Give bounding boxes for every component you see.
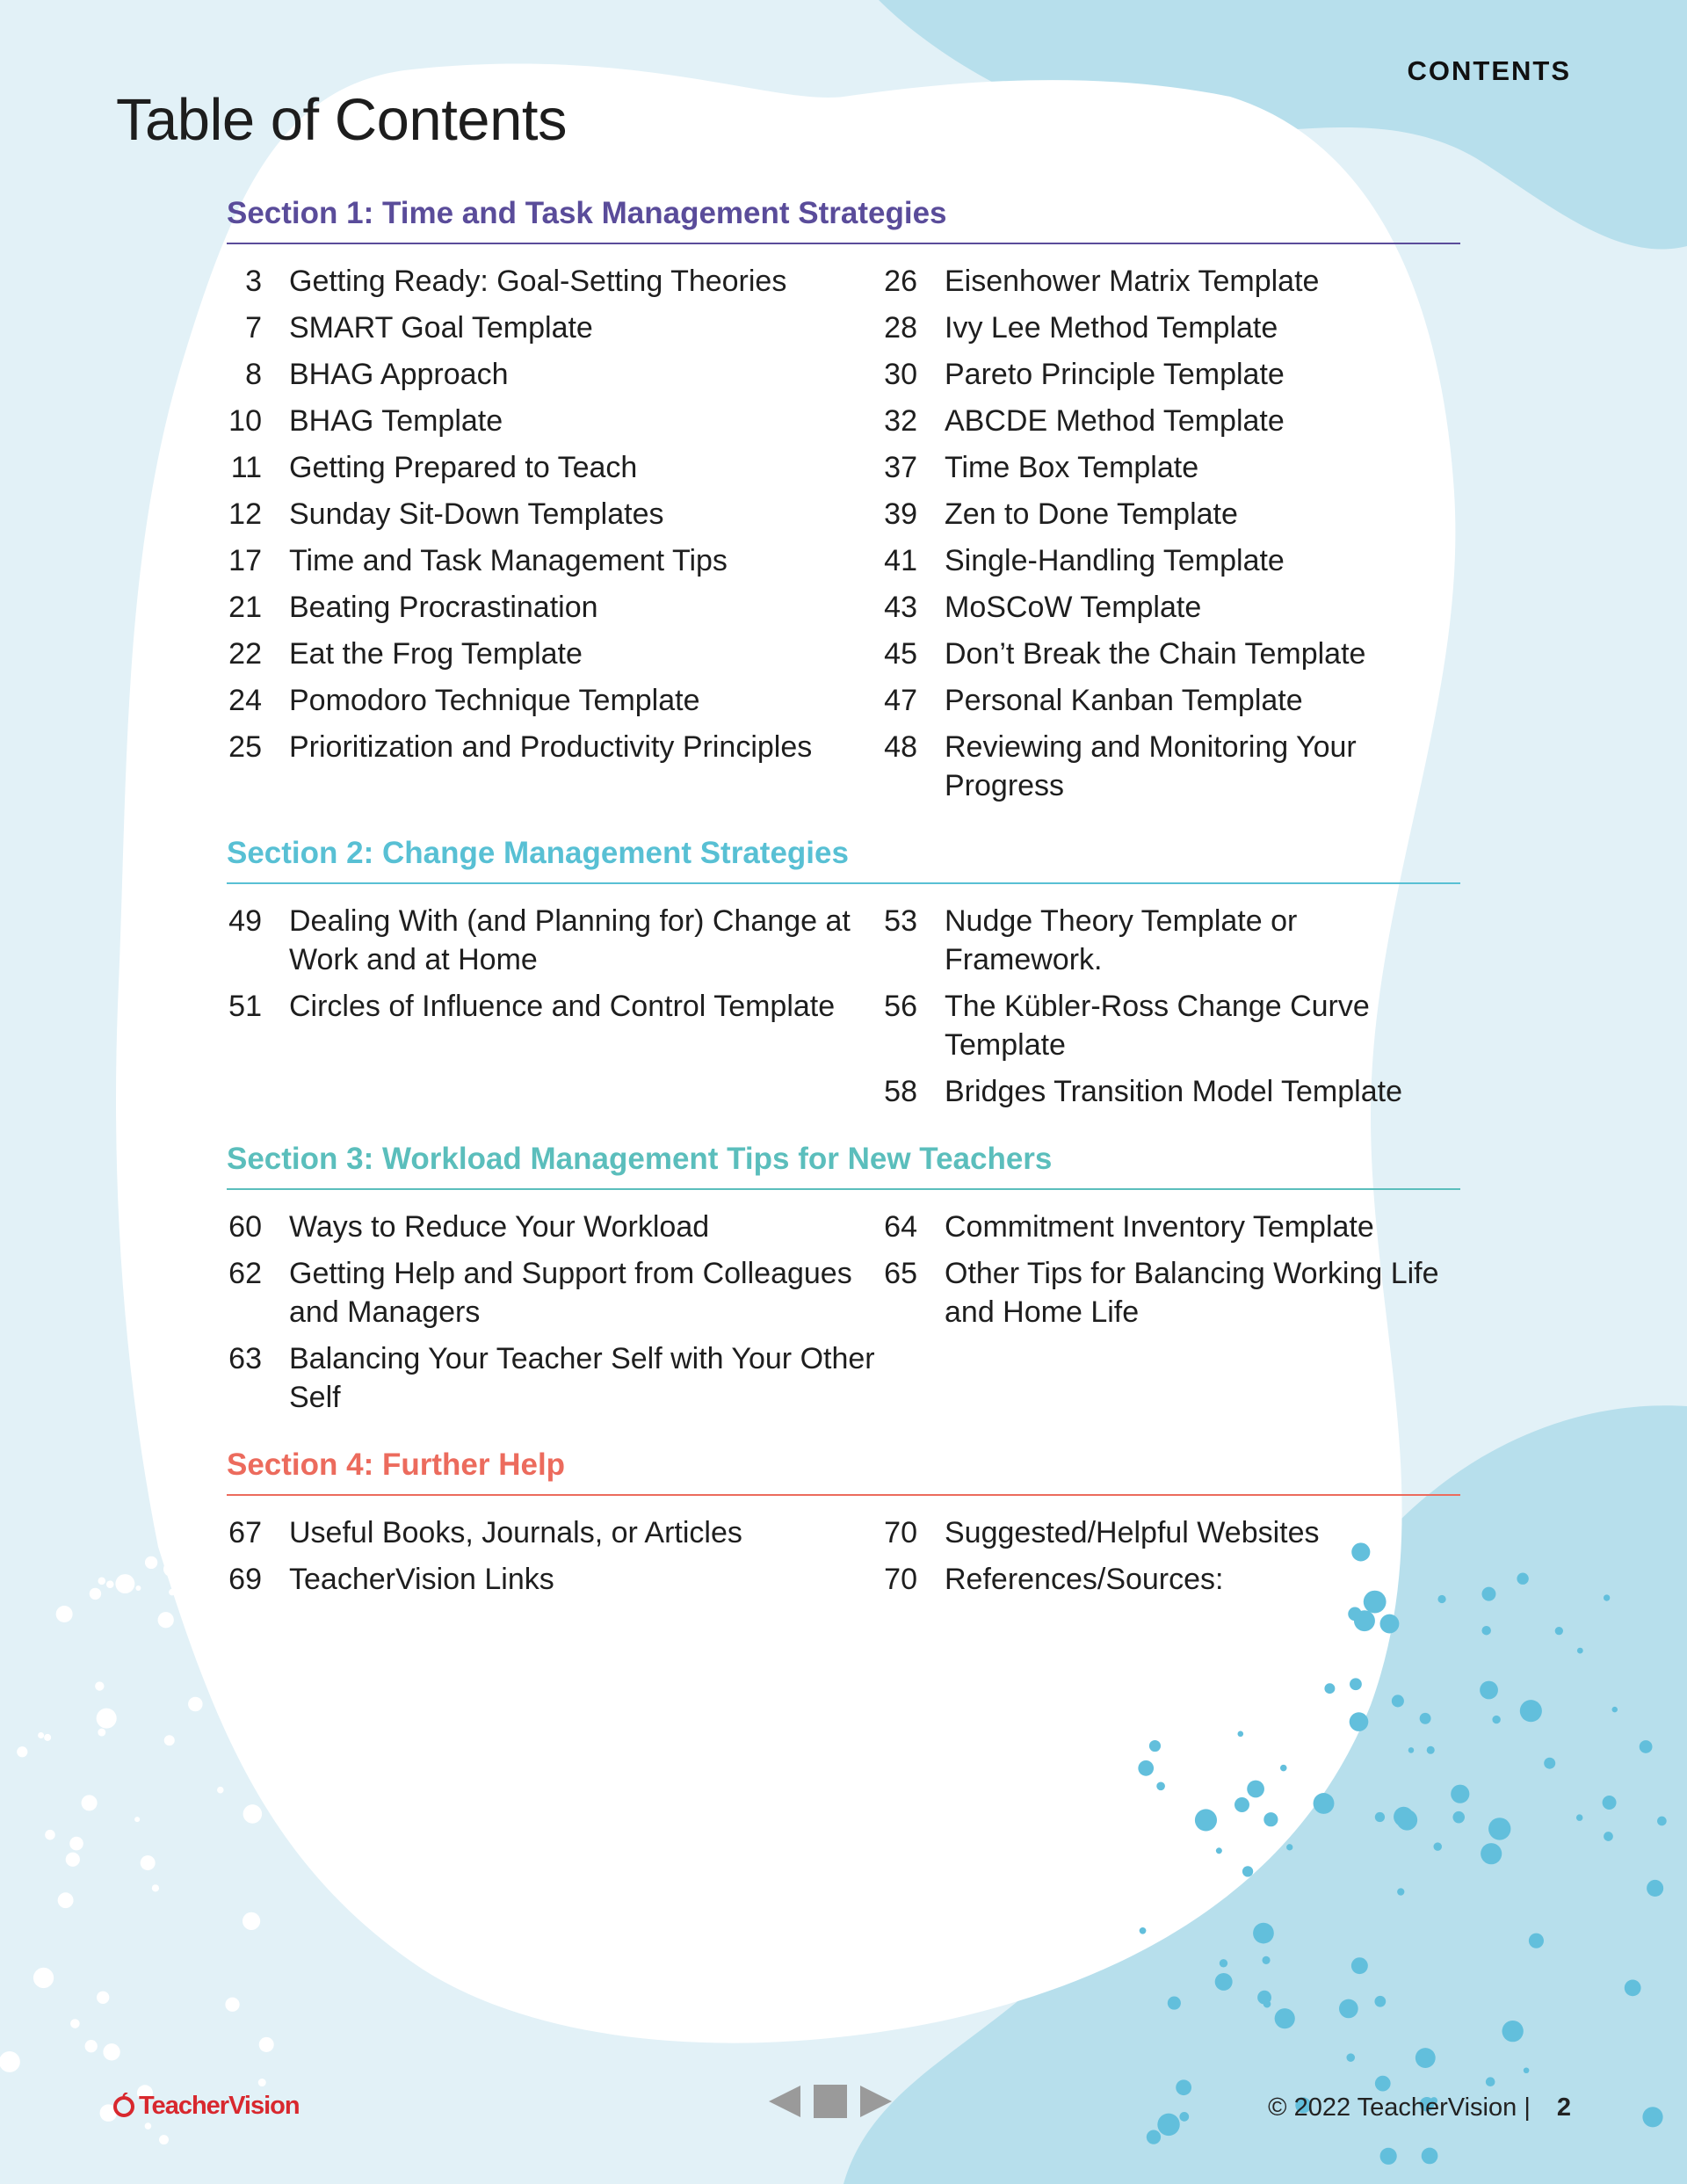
decorative-dot [1339,1999,1358,2019]
decorative-dot [1179,2112,1189,2122]
toc-entry[interactable] [227,1560,882,1599]
toc-entry-page: 8 [245,358,262,391]
toc-entry-title: Prioritization and Productivity Principles [289,730,813,764]
toc-entry[interactable] [882,541,1460,580]
decorative-dot [1374,1996,1386,2007]
decorative-dot [217,1787,224,1794]
decorative-dot [1625,1979,1641,1996]
decorative-dot [1422,2148,1438,2165]
toc-entry-page: 58 [884,1075,917,1108]
decorative-dot [1642,2107,1662,2127]
toc-entry[interactable] [227,1339,882,1417]
decorative-dot [152,1884,159,1891]
section-heading: Section 2: Change Management Strategies [227,829,1460,884]
decorative-dot [134,1817,140,1822]
toc-entry[interactable] [882,402,1460,440]
toc-entry-title: Don’t Break the Chain Template [945,637,1366,671]
toc-entry-page: 56 [884,990,917,1023]
previous-page-icon[interactable] [767,2084,802,2122]
decorative-dot [1238,1731,1244,1738]
decorative-dot [1262,1956,1270,1964]
decorative-dot [1397,1810,1418,1831]
decorative-dot [1350,1678,1362,1690]
decorative-dot [58,1892,74,1908]
decorative-dot [115,1574,134,1593]
toc-entry-title: References/Sources: [945,1563,1224,1596]
toc-entry[interactable] [882,681,1460,720]
toc-section [227,1440,1460,1607]
stop-icon[interactable] [813,2084,848,2122]
decorative-dot [82,1795,98,1810]
decorative-dot [1420,1713,1431,1724]
toc-entry-title: Nudge Theory Template or Framework. [945,904,1298,976]
decorative-dot [1375,1812,1385,1822]
logo-text: TeacherVision [139,2092,300,2120]
toc-entry[interactable] [882,448,1460,487]
decorative-dot [158,1612,174,1628]
toc-entry-page: 7 [245,311,262,345]
decorative-dot [1324,1683,1335,1694]
decorative-dot [45,1830,55,1840]
decorative-dot [141,1855,156,1870]
toc-column-right [882,262,1460,813]
copyright-text: © 2022 TeacherVision | [1268,2093,1531,2122]
decorative-dot [95,1681,104,1690]
toc-entry-page: 67 [228,1516,262,1549]
decorative-dot [70,2019,80,2028]
decorative-dot [1253,1923,1274,1944]
toc-entry[interactable] [227,355,882,394]
decorative-dot [1380,2148,1397,2165]
toc-entry-page: 60 [228,1210,262,1244]
toc-entry-title: Useful Books, Journals, or Articles [289,1516,742,1549]
toc-entry[interactable] [882,635,1460,673]
decorative-dot [1502,2021,1524,2042]
toc-entry-title: Time and Task Management Tips [289,544,728,577]
toc-entry[interactable] [227,1208,882,1246]
decorative-dot [1195,1809,1217,1831]
section-heading: Section 3: Workload Management Tips for New Teachers [227,1135,1460,1190]
toc-entry[interactable] [227,987,882,1026]
decorative-dot [1415,2048,1436,2068]
decorative-dot [145,1556,157,1569]
decorative-dot [1275,2008,1295,2028]
toc-entry-page: 65 [884,1257,917,1290]
toc-entry-page: 28 [884,311,917,345]
toc-entry-page: 43 [884,591,917,624]
toc-entry[interactable] [227,308,882,347]
decorative-dot [33,1968,54,1988]
decorative-dot [85,2040,98,2052]
decorative-dot [1576,1814,1583,1821]
decorative-dot [1314,1793,1335,1814]
decorative-dot [1149,1740,1161,1752]
decorative-dot [106,1580,114,1588]
decorative-dot [135,1585,141,1591]
toc-entry-page: 30 [884,358,917,391]
toc-entry-page: 37 [884,451,917,484]
toc-entry-page: 11 [230,451,262,484]
decorative-dot [163,1562,178,1577]
decorative-dot [164,1735,175,1745]
decorative-dot [243,1804,263,1824]
decorative-dot [145,2122,152,2130]
toc-entry-title: SMART Goal Template [289,311,593,345]
toc-entry-page: 10 [228,404,262,438]
page-number: 2 [1556,2093,1571,2122]
decorative-dot [1263,1812,1278,1826]
decorative-dot [249,1761,269,1781]
toc-column-left [227,1513,882,1607]
toc-column-left [227,1208,882,1425]
toc-entry[interactable] [882,588,1460,627]
decorative-dot [1604,1594,1610,1600]
toc-entry-page: 22 [228,637,262,671]
decorative-dot [1397,1888,1404,1895]
decorative-dot [98,1729,105,1737]
toc-entry-page: 39 [884,497,917,531]
toc-column-left [227,262,882,813]
toc-section [227,189,1460,813]
toc-entry-page: 49 [228,904,262,938]
next-page-icon[interactable] [858,2084,894,2122]
toc-entry-page: 45 [884,637,917,671]
toc-entry[interactable] [882,987,1460,1064]
toc-entry[interactable] [227,262,882,301]
decorative-dot [1640,1740,1653,1753]
toc-entry[interactable] [227,588,882,627]
toc-entry-page: 24 [228,684,262,717]
decorative-dot [56,1606,73,1622]
decorative-dot [1480,1681,1498,1700]
toc-entry[interactable] [882,728,1460,805]
toc-entry[interactable] [882,1254,1460,1331]
decorative-dot [1481,1843,1502,1864]
toc-entry-title: MoSCoW Template [945,591,1202,624]
toc-entry-title: Reviewing and Monitoring Your Progress [945,730,1357,802]
toc-entry-title: Other Tips for Balancing Working Life and Home Life [945,1257,1439,1329]
decorative-dot [1375,2076,1391,2092]
toc-section [227,829,1460,1119]
decorative-dot [1346,2053,1355,2062]
toc-entry-title: Pomodoro Technique Template [289,684,700,717]
toc-entry-title: Eat the Frog Template [289,637,583,671]
toc-entry-title: Pareto Principle Template [945,358,1285,391]
toc-entry-page: 26 [884,265,917,298]
decorative-dot [1520,1700,1542,1722]
decorative-dot [1657,1817,1667,1826]
toc-entry-page: 25 [228,730,262,764]
decorative-dot [1555,1627,1563,1635]
toc-entry[interactable] [227,1254,882,1331]
decorative-dot [1492,1716,1500,1723]
toc-entry[interactable] [882,1072,1460,1111]
decorative-dot [1517,1573,1528,1585]
decorative-dot [1612,1707,1618,1712]
decorative-dot [1488,1818,1510,1839]
decorative-dot [1157,2114,1179,2136]
toc-entry-title: Bridges Transition Model Template [945,1075,1402,1108]
toc-entry-title: The Kübler-Ross Change Curve Template [945,990,1370,1062]
decorative-dot [1140,1927,1147,1934]
section-heading: Section 4: Further Help [227,1440,1460,1496]
toc-entry-title: Balancing Your Teacher Self with Your Other Self [289,1342,875,1414]
toc-entry-page: 51 [228,990,262,1023]
toc-section [227,1135,1460,1425]
toc-entry-page: 70 [884,1563,917,1596]
decorative-dot [1176,2079,1191,2095]
decorative-dot [1392,1694,1404,1707]
decorative-dot [1481,1587,1495,1601]
decorative-dot [169,1589,176,1596]
table-of-contents [227,189,1460,1622]
toc-entry-page: 47 [884,684,917,717]
decorative-dot [1647,1880,1663,1897]
toc-entry[interactable] [227,728,882,766]
decorative-dot [1603,1796,1617,1810]
toc-column-right [882,902,1460,1119]
toc-entry[interactable] [882,1208,1460,1246]
page-navigation [767,2084,894,2122]
decorative-dot [97,1992,109,2004]
decorative-dot [17,1746,27,1757]
toc-entry-page: 48 [884,730,917,764]
toc-column-right [882,1208,1460,1425]
toc-entry-page: 63 [228,1342,262,1375]
decorative-dot [1280,1765,1287,1772]
toc-entry[interactable] [882,308,1460,347]
toc-entry-title: Eisenhower Matrix Template [945,265,1320,298]
toc-entry-title: Single-Handling Template [945,544,1285,577]
toc-entry-title: ABCDE Method Template [945,404,1285,438]
decorative-dot [1486,2077,1495,2086]
decorative-dot [1286,1844,1292,1850]
toc-entry[interactable] [882,262,1460,301]
toc-entry-title: Dealing With (and Planning for) Change at Work and at Home [289,904,851,976]
toc-entry-title: Ivy Lee Method Template [945,311,1278,345]
toc-entry-title: Time Box Template [945,451,1199,484]
toc-entry-title: Beating Procrastination [289,591,598,624]
decorative-dot [191,1533,199,1542]
decorative-dot [1604,1832,1613,1841]
decorative-dot [225,1998,239,2012]
toc-entry-title: Circles of Influence and Control Template [289,990,836,1023]
decorative-dot [258,2079,266,2086]
teachervision-logo[interactable] [112,2092,300,2121]
decorative-dot [1427,1746,1435,1754]
toc-entry-page: 70 [884,1516,917,1549]
toc-entry-page: 62 [228,1257,262,1290]
decorative-dot [1350,1712,1369,1731]
toc-entry-page: 32 [884,404,917,438]
apple-icon [112,2093,135,2121]
decorative-dot [38,1732,44,1738]
toc-entry-title: Ways to Reduce Your Workload [289,1210,710,1244]
decorative-dot [69,1837,83,1851]
decorative-dot [1234,1797,1249,1812]
toc-entry[interactable] [882,355,1460,394]
decorative-dot [103,2043,119,2060]
decorative-dot [1216,1847,1222,1854]
decorative-dot [1215,1973,1233,1991]
decorative-dot [0,2051,20,2072]
toc-entry[interactable] [227,1513,882,1552]
decorative-dot [1138,1760,1154,1776]
footer-info [1268,2093,1571,2122]
decorative-dot [1481,1626,1490,1635]
decorative-dot [243,1912,260,1930]
decorative-dot [1351,1957,1368,1974]
decorative-dot [97,1709,117,1729]
toc-entry-title: Suggested/Helpful Websites [945,1516,1320,1549]
decorative-dot [66,1853,80,1867]
toc-entry[interactable] [227,402,882,440]
toc-entry-title: Getting Ready: Goal-Setting Theories [289,265,787,298]
toc-entry-page: 3 [245,265,262,298]
decorative-dot [98,1578,105,1585]
toc-entry[interactable] [882,902,1460,979]
toc-entry-title: Personal Kanban Template [945,684,1303,717]
decorative-dot [1544,1758,1555,1769]
toc-entry-page: 41 [884,544,917,577]
decorative-dot [1242,1866,1253,1876]
decorative-dot [1577,1648,1583,1654]
toc-entry[interactable] [227,541,882,580]
decorative-dot [1247,1781,1264,1798]
toc-entry-title: Sunday Sit-Down Templates [289,497,664,531]
decorative-dot [259,2037,274,2052]
toc-entry[interactable] [227,448,882,487]
decorative-dot [159,2135,169,2144]
toc-entry-title: Zen to Done Template [945,497,1238,531]
decorative-dot [1147,2130,1161,2144]
toc-entry-page: 12 [228,497,262,531]
decorative-dot [1257,1991,1271,2005]
toc-column-right [882,1513,1460,1607]
toc-entry-title: BHAG Template [289,404,503,438]
decorative-dot [188,1697,203,1712]
toc-entry-title: Getting Help and Support from Colleagues and Managers [289,1257,852,1329]
toc-entry-page: 21 [228,591,262,624]
decorative-dot [1156,1781,1165,1790]
decorative-dot [1433,1842,1442,1851]
toc-entry[interactable] [227,902,882,979]
decorative-dot [1168,1997,1181,2010]
toc-entry-page: 69 [228,1563,262,1596]
toc-entry[interactable] [882,495,1460,533]
toc-entry[interactable] [227,635,882,673]
toc-entry-page: 53 [884,904,917,938]
toc-entry[interactable] [227,495,882,533]
toc-entry-page: 17 [228,544,262,577]
decorative-dot [1524,2067,1530,2073]
decorative-dot [44,1734,51,1741]
decorative-dot [90,1588,101,1600]
toc-column-left [227,902,882,1119]
toc-entry[interactable] [882,1513,1460,1552]
decorative-dot [1408,1747,1415,1753]
toc-entry-page: 64 [884,1210,917,1244]
toc-entry-title: TeacherVision Links [289,1563,554,1596]
section-heading: Section 1: Time and Task Management Strategies [227,189,1460,244]
toc-entry-title: Getting Prepared to Teach [289,451,638,484]
decorative-dot [1220,1959,1227,1967]
decorative-dot [1452,1811,1465,1824]
toc-entry-title: BHAG Approach [289,358,509,391]
decorative-dot [1529,1934,1544,1948]
decorative-dot [1451,1785,1469,1803]
toc-entry[interactable] [882,1560,1460,1599]
page-header-label: CONTENTS [1407,55,1571,86]
toc-entry-title: Commitment Inventory Template [945,1210,1374,1244]
page-title: Table of Contents [116,87,567,153]
toc-entry[interactable] [227,681,882,720]
